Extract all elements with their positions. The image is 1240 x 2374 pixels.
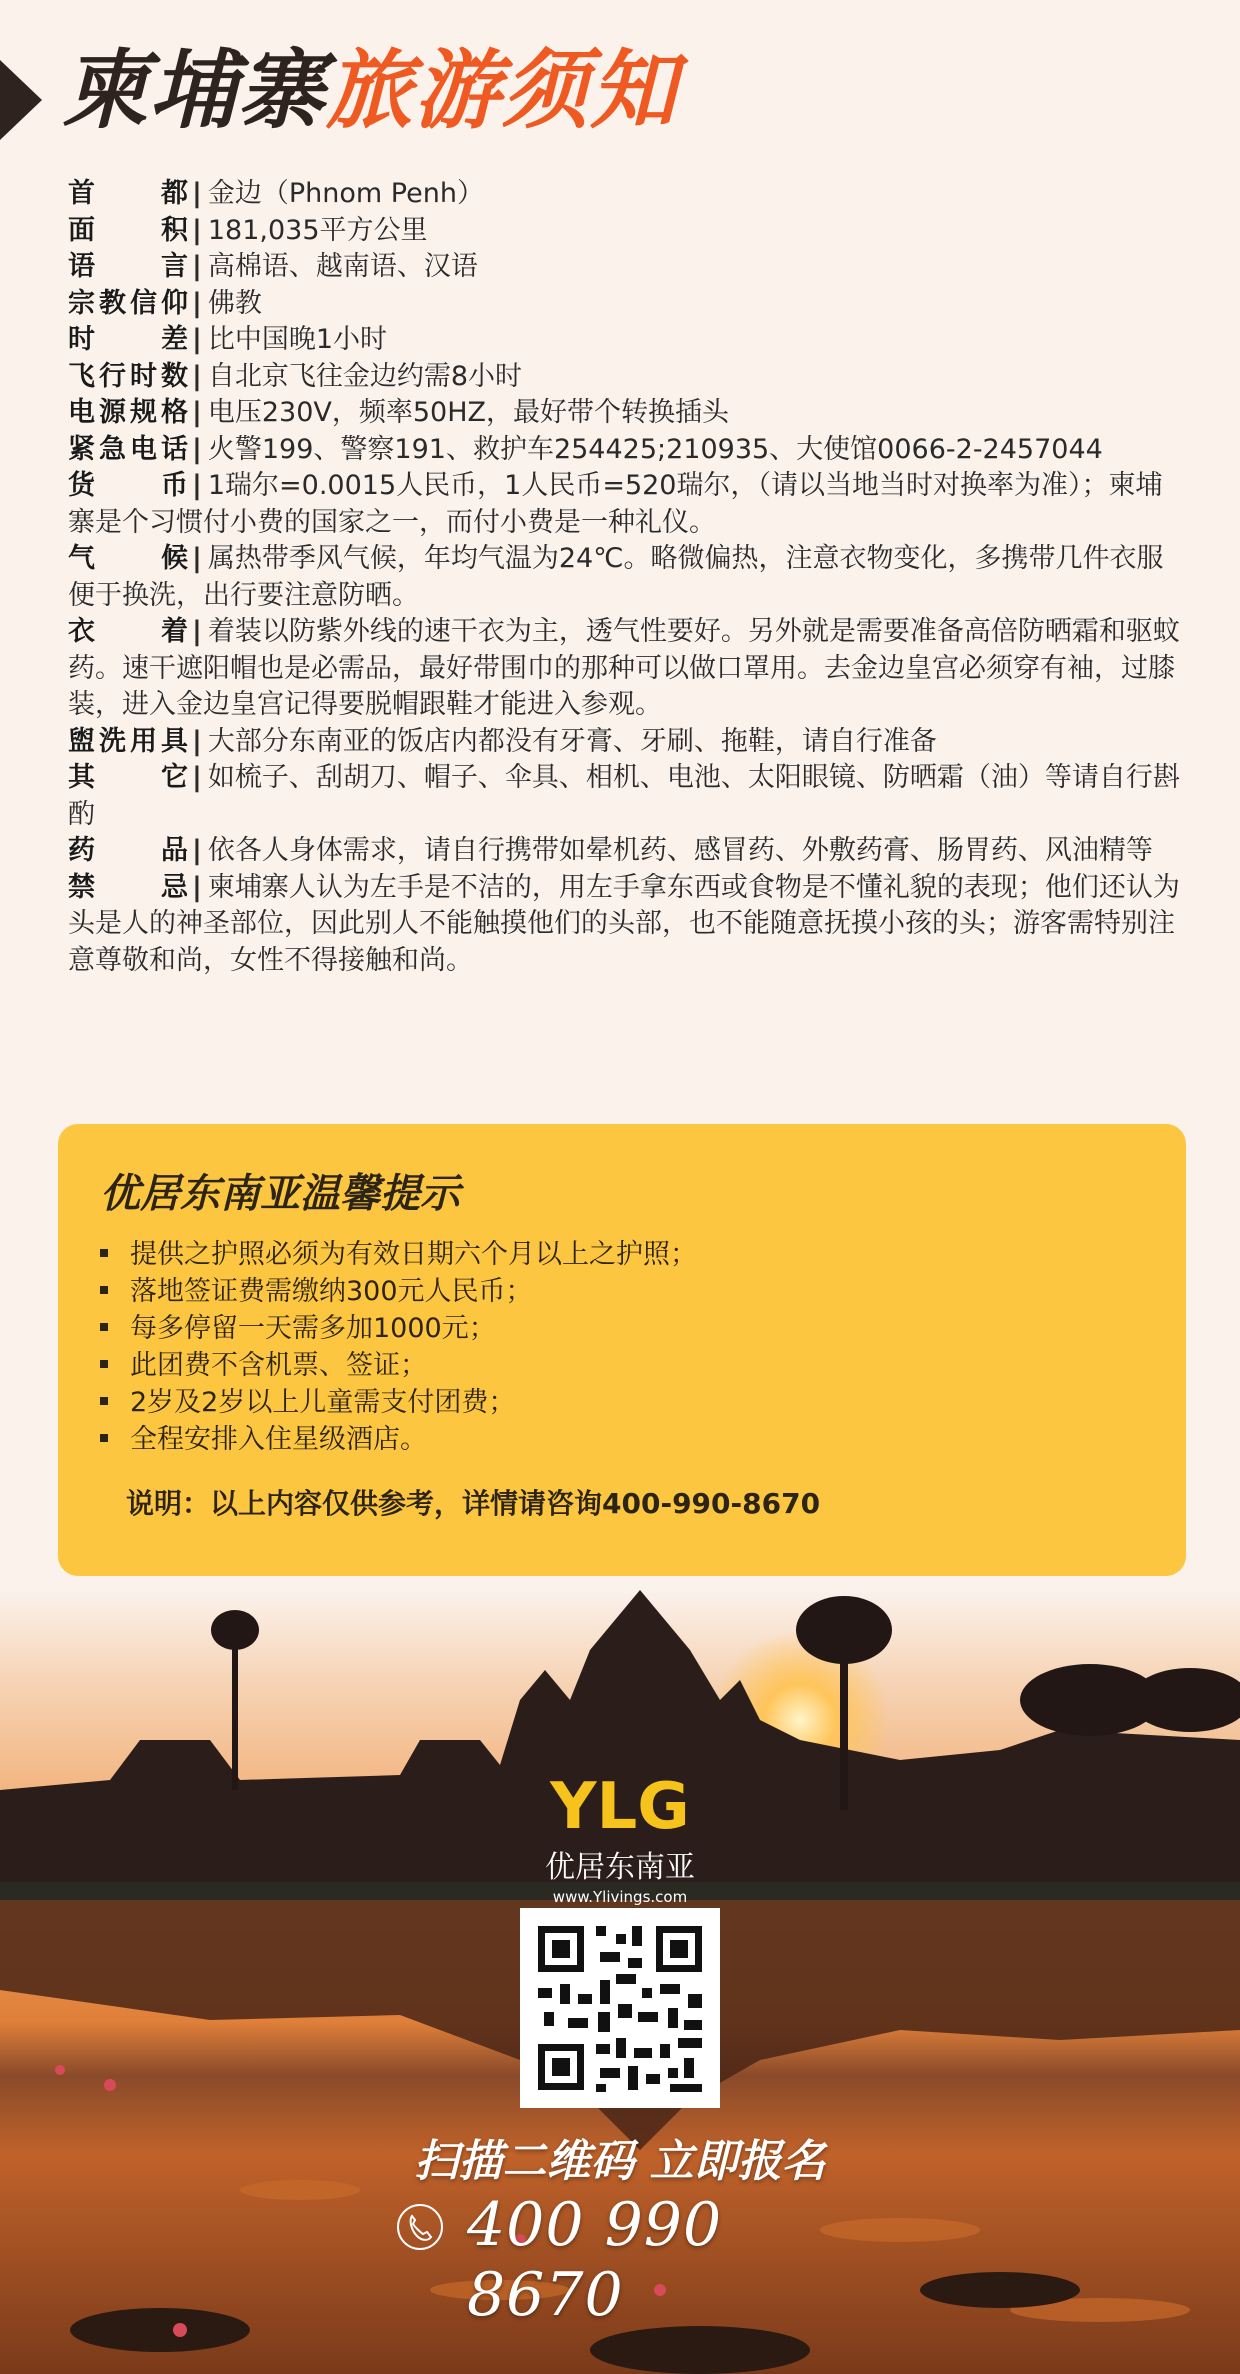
info-row: 药品 | 依各人身体需求，请自行携带如晕机药、感冒药、外敷药膏、肠胃药、风油精等 [68,833,1188,870]
title-country: 柬埔寨 [62,41,326,141]
tips-list [100,1236,697,1458]
info-row: 电源规格 | 电压230V，频率50HZ，最好带个转换插头 [68,395,1188,432]
tip-text: 提供之护照必须为有效日期六个月以上之护照； [130,1239,697,1270]
triangle-marker-icon [0,60,42,140]
info-label: 货币 [68,470,188,501]
tip-text: 落地签证费需缴纳300元人民币； [130,1276,533,1307]
info-row: 飞行时数 | 自北京飞往金边约需8小时 [68,359,1188,396]
info-row: 宗教信仰 | 佛教 [68,286,1188,323]
list-bullet-icon [100,1397,108,1405]
list-item [100,1421,697,1458]
info-label: 气候 [68,543,188,574]
list-bullet-icon [100,1323,108,1331]
info-value: 金边（Phnom Penh） [207,178,484,209]
info-row: 货币 | 1瑞尔=0.0015人民币，1人民币=520瑞尔，（请以当地当时对换率为准）；柬埔寨是个习惯付小费的国家之一，而付小费是一种礼仪。 [68,470,1163,538]
list-bullet-icon [100,1249,108,1257]
info-value: 1瑞尔=0.0015人民币，1人民币=520瑞尔，（请以当地当时对换率为准）；柬埔寨是个习惯付小费的国家之一，而付小费是一种礼仪。 [68,470,1163,538]
list-item [100,1236,697,1273]
travel-info-list [68,176,1188,979]
list-item [100,1347,697,1384]
info-value: 依各人身体需求，请自行携带如晕机药、感冒药、外敷药膏、肠胃药、风油精等 [207,835,1153,866]
tip-text: 全程安排入住星级酒店。 [130,1424,427,1455]
info-value: 电压230V，频率50HZ，最好带个转换插头 [207,397,730,428]
info-value: 柬埔寨人认为左手是不洁的，用左手拿东西或食物是不懂礼貌的表现；他们还认为头是人的神圣部位，因此别人不能触摸他们的头部，也不能随意抚摸小孩的头；游客需特别注意尊敬和尚，女性不得接触和尚。 [68,871,1180,976]
phone-icon [395,2202,445,2252]
tips-note: 说明：以上内容仅供参考，详情请咨询400-990-8670 [126,1487,821,1520]
info-row: 首都 | 金边（Phnom Penh） [68,176,1188,213]
info-label: 盥洗用具 [68,725,188,757]
info-row: 盥洗用具 | 大部分东南亚的饭店内都没有牙膏、牙刷、拖鞋，请自行准备 [68,724,1188,761]
list-item [100,1384,697,1421]
list-bullet-icon [100,1434,108,1442]
phone-number: 400 990 8670 [467,2190,723,2330]
list-bullet-icon [100,1286,108,1294]
ylg-logo [540,1770,700,1840]
page-header [0,20,1240,140]
info-value: 大部分东南亚的饭店内都没有牙膏、牙刷、拖鞋，请自行准备 [207,725,937,757]
tip-text: 此团费不含机票、签证； [130,1350,427,1381]
info-label: 禁忌 [68,871,188,903]
list-item [100,1273,697,1310]
brand-name: 优居东南亚 [545,1850,695,1885]
page-title [62,36,678,146]
tips-box [58,1124,1186,1576]
info-value: 着装以防紫外线的速干衣为主，透气性要好。另外就是需要准备高倍防晒霜和驱蚊药。速干遮阳帽也是必需品，最好带围巾的那种可以做口罩用。去金边皇宫必须穿有袖，过膝装，进入金边皇宫记得要脱帽跟鞋才能进入参观。 [68,616,1180,720]
info-label: 电源规格 [68,397,188,428]
info-value: 佛教 [207,287,262,319]
info-label: 紧急电话 [68,433,188,465]
info-label: 面积 [68,214,188,246]
info-row: 紧急电话 | 火警199、警察191、救护车254425;210935、大使馆0066-2-2457044 [68,432,1188,469]
info-row: 面积 | 181,035平方公里 [68,213,1188,250]
info-label: 其它 [68,762,188,793]
info-label: 宗教信仰 [68,287,188,319]
info-label: 首都 [68,178,188,209]
tips-title: 优居东南亚温馨提示 [100,1171,460,1217]
info-label: 语言 [68,251,188,282]
info-label: 飞行时数 [68,360,188,392]
info-value: 自北京飞往金边约需8小时 [207,360,523,392]
info-value: 比中国晚1小时 [207,324,388,355]
qr-code[interactable] [520,1908,720,2108]
info-label: 药品 [68,835,188,866]
svg-text:YLG: YLG [550,1770,690,1840]
list-item [100,1310,697,1347]
info-value: 高棉语、越南语、汉语 [207,251,478,282]
info-value: 181,035平方公里 [207,214,428,246]
brand-website: www.Ylivings.com [552,1888,688,1906]
qr-pattern [520,1908,720,2108]
info-row: 禁忌 | 柬埔寨人认为左手是不洁的，用左手拿东西或食物是不懂礼貌的表现；他们还认为头是人的神圣部位，因此别人不能触摸他们的头部，也不能随意抚摸小孩的头；游客需特别注意尊敬和尚，女性不得接触和尚。 [68,871,1180,976]
scan-to-register: 扫描二维码 立即报名 [414,2136,826,2187]
info-value: 火警199、警察191、救护车254425;210935、大使馆0066-2-2457044 [207,433,1103,465]
info-row: 语言 | 高棉语、越南语、汉语 [68,249,1188,286]
info-row: 其它 | 如梳子、刮胡刀、帽子、伞具、相机、电池、太阳眼镜、防晒霜（油）等请自行斟酌 [68,762,1180,830]
info-value: 属热带季风气候，年均气温为24℃。略微偏热，注意衣物变化，多携带几件衣服便于换洗，出行要注意防晒。 [68,543,1164,611]
title-topic: 旅游须知 [326,41,678,141]
info-row: 衣着 | 着装以防紫外线的速干衣为主，透气性要好。另外就是需要准备高倍防晒霜和驱蚊药。速干遮阳帽也是必需品，最好带围巾的那种可以做口罩用。去金边皇宫必须穿有袖，过膝装，进入金边皇宫记得要脱帽跟鞋才能进入参观。 [68,616,1180,720]
info-value: 如梳子、刮胡刀、帽子、伞具、相机、电池、太阳眼镜、防晒霜（油）等请自行斟酌 [68,762,1180,830]
info-label: 时差 [68,324,188,355]
info-row: 时差 | 比中国晚1小时 [68,322,1188,359]
tip-text: 每多停留一天需多加1000元； [130,1313,496,1344]
info-row: 气候 | 属热带季风气候，年均气温为24℃。略微偏热，注意衣物变化，多携带几件衣服便于换洗，出行要注意防晒。 [68,543,1164,611]
list-bullet-icon [100,1360,108,1368]
tip-text: 2岁及2岁以上儿童需支付团费； [130,1387,516,1418]
brand-block [520,1770,720,1906]
phone-number-line[interactable] [395,2190,855,2330]
info-label: 衣着 [68,616,188,647]
